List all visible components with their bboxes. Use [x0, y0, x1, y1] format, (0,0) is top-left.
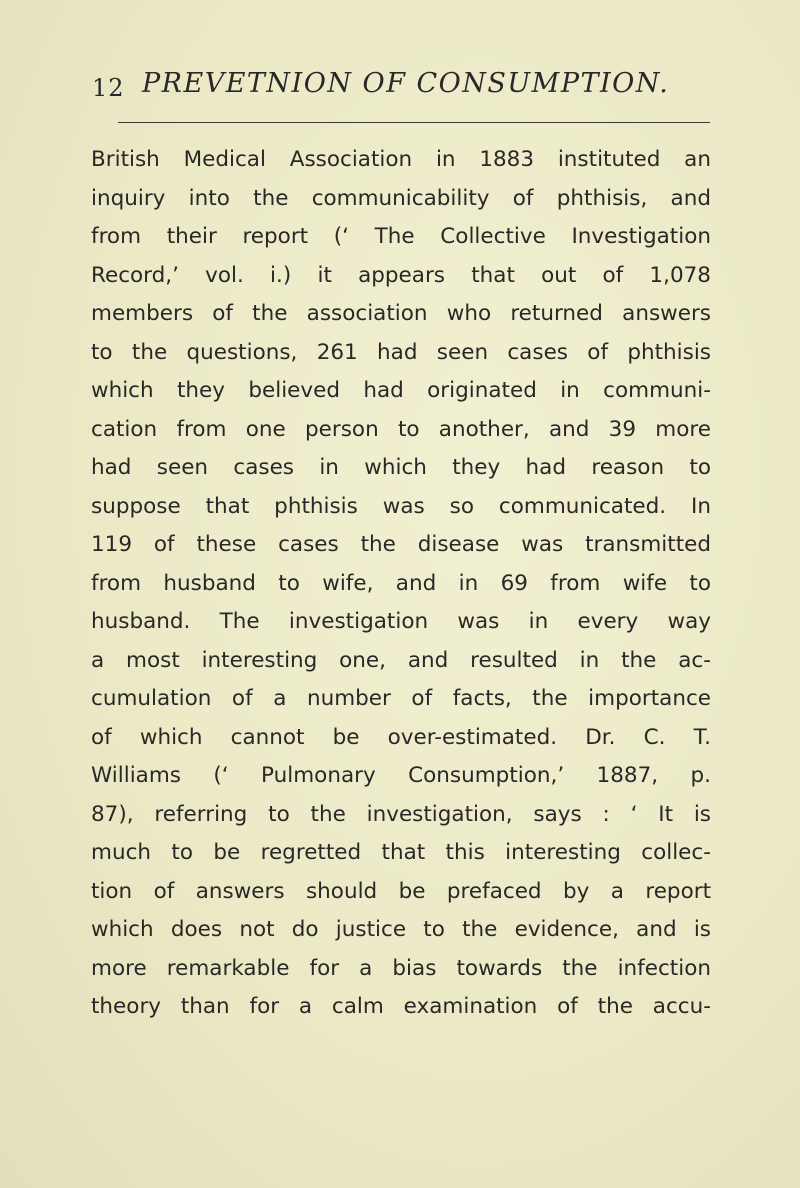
text-line: cumulation of a number of facts, the importance [91, 686, 711, 711]
text-line: which does not do justice to the evidence, and is [91, 917, 711, 942]
header-rule [118, 122, 710, 123]
text-line: British Medical Association in 1883 instituted an [91, 147, 711, 172]
body-text [91, 141, 711, 1027]
text-line: members of the association who returned answers [91, 301, 711, 326]
text-line: had seen cases in which they had reason to [91, 455, 711, 480]
text-line: tion of answers should be prefaced by a report [91, 878, 711, 904]
text-line: from husband to wife, and in 69 from wife to [91, 570, 711, 596]
text-line: suppose that phthisis was so communicated. In [91, 493, 711, 519]
text-line: much to be regretted that this interesting collec- [91, 840, 711, 865]
text-line: from their report (‘ The Collective Investigation [91, 224, 711, 249]
running-title: PREVETNION OF CONSUMPTION. [142, 68, 670, 99]
text-line: 87), referring to the investigation, says : ‘ It is [91, 801, 711, 827]
text-line: which they believed had originated in communi- [91, 378, 711, 403]
text-line: to the questions, 261 had seen cases of phthisis [91, 339, 711, 365]
text-line: theory than for a calm examination of the accu- [91, 994, 711, 1019]
text-line: husband. The investigation was in every way [91, 609, 711, 634]
text-line: cation from one person to another, and 39 more [91, 416, 711, 442]
text-line: Record,’ vol. i.) it appears that out of 1,078 [91, 262, 711, 288]
text-line: inquiry into the communicability of phthisis, and [91, 185, 711, 211]
running-head [92, 64, 712, 108]
text-line: a most interesting one, and resulted in the ac- [91, 647, 711, 673]
text-line: of which cannot be over-estimated. Dr. C. T. [91, 724, 711, 750]
page-number: 12 [92, 74, 125, 102]
text-line: more remarkable for a bias towards the infection [91, 955, 711, 981]
text-line: 119 of these cases the disease was transmitted [91, 532, 711, 557]
text-line: Williams (‘ Pulmonary Consumption,’ 1887, p. [91, 763, 711, 788]
